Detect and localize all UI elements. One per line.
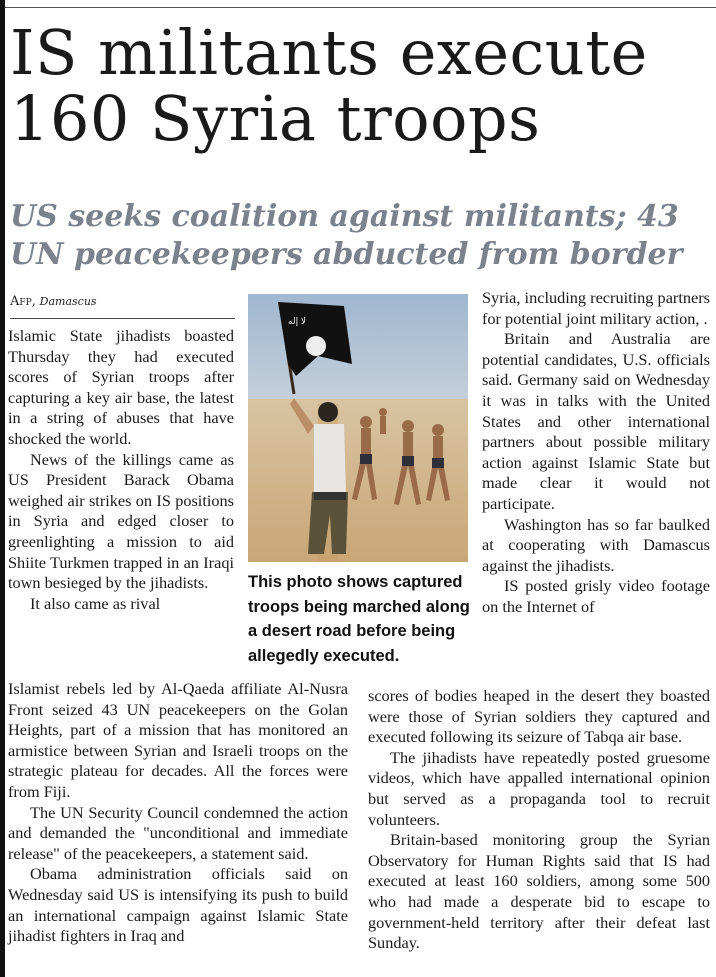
byline-place: Damascus xyxy=(39,295,97,308)
byline xyxy=(10,294,97,309)
body-paragraph: Washington has so far baulked at cooperating with Damascus against the jihadists. xyxy=(482,514,710,575)
page-edge-bar xyxy=(0,0,5,977)
body-column-1 xyxy=(8,326,234,614)
top-rule xyxy=(5,7,716,8)
news-photo-graphic xyxy=(248,294,468,562)
headline-line-1: IS militants execute xyxy=(10,16,648,89)
body-paragraph: Britain and Australia are potential candidates, U.S. officials said. Germany said on Wednesday it was in talks with the United States and other international partners about possible military action against Islamic State but made clear it would not participate. xyxy=(482,329,710,513)
photo-caption: This photo shows captured troops being marched along a desert road before being allegedly executed. xyxy=(248,573,470,665)
headline-line-2: 160 Syria troops xyxy=(10,82,541,155)
subheadline-line-2: UN peacekeepers abducted from border xyxy=(10,237,683,272)
subheadline xyxy=(10,198,710,274)
byline-rule xyxy=(10,318,235,319)
headline xyxy=(10,16,710,155)
body-bridge-right xyxy=(368,686,710,954)
svg-text:ﻻ ﺇﻟﻪ: ﻻ ﺇﻟﻪ xyxy=(288,317,307,327)
body-paragraph: The jihadists have repeatedly posted gruesome videos, which have appalled international opinion but served as a propaganda tool to recruit volunteers. xyxy=(368,747,710,829)
subheadline-line-1: US seeks coalition against militants; 43 xyxy=(10,199,679,234)
body-paragraph: Islamist rebels led by Al-Qaeda affiliate Al-Nusra Front seized 43 UN peacekeepers on the Golan Heights, part of a mission that has monitored an armistice between Syrian and Israeli troops on the strategic plateau for decades. All the forces were from Fiji. xyxy=(8,679,348,801)
body-paragraph: Syria, including recruiting partners for potential joint military action, . xyxy=(482,288,710,328)
body-paragraph: Britain-based monitoring group the Syrian Observatory for Human Rights said that IS had executed at least 160 soldiers, among some 500 who had made a desperate bid to escape to government-held territory after their defeat last Sunday. xyxy=(368,830,710,953)
body-paragraph: IS posted grisly video footage on the Internet of xyxy=(482,576,710,616)
news-photo xyxy=(248,294,468,562)
body-paragraph: Obama administration officials said on Wednesday said US is intensifying its push to build an international campaign against Islamic State jihadist fighters in Iraq and xyxy=(8,864,348,946)
body-paragraph: News of the killings came as US President Barack Obama weighed air strikes on IS positions in Syria and edged closer to greenlighting a mission to aid Shiite Turkmen trapped in an Iraqi town besieged by the jihadists. xyxy=(8,449,234,593)
body-paragraph: Islamic State jihadists boasted Thursday they had executed scores of Syrian troops after capturing a key air base, the latest in a string of abuses that have shocked the world. xyxy=(8,326,234,448)
body-bridge-left xyxy=(8,679,348,947)
body-paragraph: It also came as rival xyxy=(30,593,161,613)
byline-agency: Afp, xyxy=(10,294,36,309)
body-paragraph: scores of bodies heaped in the desert they boasted were those of Syrian soldiers they captured and executed following its seizure of Tabqa air base. xyxy=(368,686,710,747)
body-paragraph: The UN Security Council condemned the action and demanded the "unconditional and immediate release" of the peacekeepers, a statement said. xyxy=(8,802,348,863)
body-column-3 xyxy=(482,288,710,618)
